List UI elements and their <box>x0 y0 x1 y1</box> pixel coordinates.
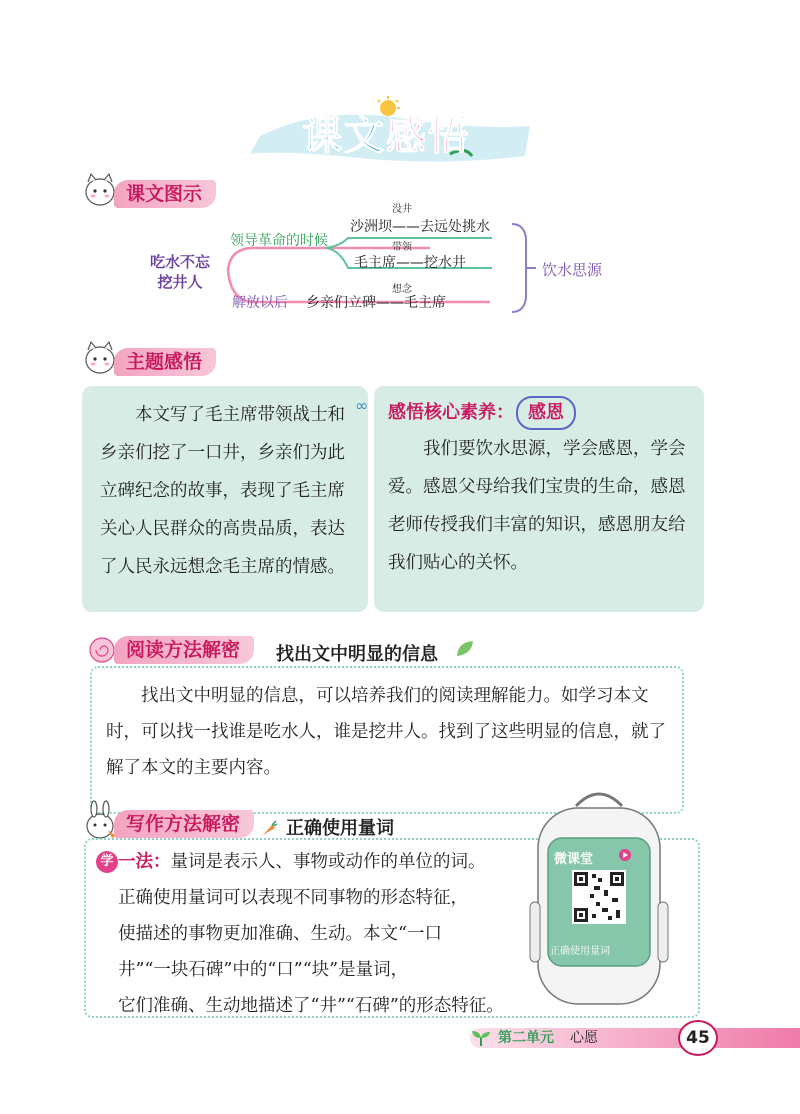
branch-upper: 领导革命的时候 <box>230 233 328 249</box>
footer-theme: 心愿 <box>570 1030 598 1046</box>
backpack-illustration <box>524 782 674 1012</box>
row-1-annotation: 没井 <box>392 204 412 215</box>
method-label: 一法： <box>118 852 171 872</box>
page-footer <box>440 1020 800 1056</box>
micro-class-caption: 正确使用量词 <box>550 946 610 957</box>
core-literacy-box <box>374 386 704 612</box>
chain-link-icon: ∞ <box>355 396 369 415</box>
section-subtitle-writing: 正确使用量词 <box>286 818 394 839</box>
diagram-root: 吃水不忘 挖井人 <box>149 253 210 291</box>
micro-class-title: 微课堂 <box>554 852 594 867</box>
micro-class-backpack[interactable] <box>524 782 674 1012</box>
title-part-2: 感悟 <box>386 113 470 159</box>
section-header-writing <box>82 806 502 840</box>
section-subtitle-reading: 找出文中明显的信息 <box>276 644 438 665</box>
page-title <box>240 96 540 168</box>
carrot-icon <box>260 820 278 838</box>
learn-badge: 学 <box>96 851 118 873</box>
reading-method-text: 找出文中明显的信息，可以培养我们的阅读理解能力。如学习本文时，可以找一找谁是吃水人，谁是挖井人。找到了这些明显的信息，就了解了本文的主要内容。 <box>106 686 666 778</box>
core-literacy-heading: 感悟核心素养： 感恩 <box>388 396 694 430</box>
theme-summary-box <box>82 386 368 612</box>
story-diagram <box>130 198 670 328</box>
branch-lower: 解放以后 <box>232 295 288 311</box>
theme-summary-text: 本文写了毛主席带领战士和乡亲们挖了一口井，乡亲们为此立碑纪念的故事，表现了毛主席关心人民群众的高贵品质，表达了人民永远想念毛主席的情感。 <box>100 405 345 577</box>
section-title-reading: 阅读方法解密 <box>114 636 254 664</box>
diagram-row-3: 乡亲们立碑——毛主席 <box>306 295 446 311</box>
section-title-theme: 主题感悟 <box>114 348 216 376</box>
title-part-1: 课文 <box>302 113 386 159</box>
footer-unit: 第二单元 <box>498 1030 554 1046</box>
row-2-annotation: 带领 <box>392 242 412 253</box>
sprout-icon <box>470 1028 492 1048</box>
core-literacy-value: 感恩 <box>516 396 576 430</box>
page-number: 45 <box>678 1020 718 1056</box>
section-header-reading <box>82 632 522 666</box>
writing-method-text: 学 一法：量词是表示人、事物或动作的单位的词。 正确使用量词可以表现不同事物的形态特征， 使描述的事物更加准确、生动。本文“一口 井”“一块石碑”中的“口”“块”是量词， 它们准确、生动地描述了“井”“石碑”的形态特征。 <box>96 844 536 1024</box>
section-title-writing: 写作方法解密 <box>114 810 254 838</box>
diagram-conclusion: 饮水思源 <box>542 261 603 279</box>
diagram-row-1: 沙洲坝——去远处挑水 <box>350 219 490 235</box>
leaf-icon <box>454 638 476 660</box>
row-3-annotation: 想念 <box>392 284 412 295</box>
core-literacy-text: 我们要饮水思源，学会感恩，学会爱。感恩父母给我们宝贵的生命，感恩老师传授我们丰富的知识，感恩朋友给我们贴心的关怀。 <box>388 439 686 573</box>
section-header-theme <box>82 344 282 378</box>
diagram-row-2: 毛主席——挖水井 <box>354 255 466 271</box>
section-title-diagram: 课文图示 <box>114 180 216 208</box>
